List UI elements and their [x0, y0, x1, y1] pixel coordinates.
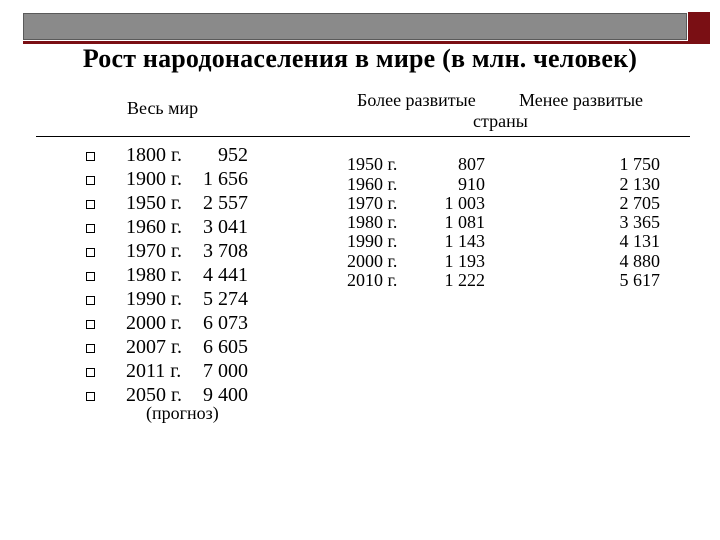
world-value: 3 041 [203, 216, 248, 238]
world-row [0, 312, 260, 336]
world-year: 2000 г. [126, 312, 182, 334]
dev-row [0, 193, 720, 213]
world-row [0, 288, 260, 312]
dev-more-value: 1 143 [444, 231, 485, 251]
dev-year: 2000 г. [347, 251, 398, 271]
world-value: 4 441 [203, 264, 248, 286]
world-value: 1 656 [203, 168, 248, 190]
world-value: 952 [218, 144, 248, 166]
dev-less-value: 5 617 [619, 270, 660, 290]
dev-more-value: 807 [458, 154, 485, 174]
dev-less-value: 2 130 [619, 174, 660, 194]
dev-row [0, 251, 720, 271]
bullet-icon [86, 296, 95, 305]
world-year: 1960 г. [126, 216, 182, 238]
world-value: 9 400 [203, 384, 248, 406]
world-year: 1970 г. [126, 240, 182, 262]
dev-more-value: 1 193 [444, 251, 485, 271]
world-value: 6 073 [203, 312, 248, 334]
dev-less-value: 3 365 [619, 212, 660, 232]
corner-accent [688, 12, 710, 41]
header-band [23, 13, 687, 40]
bullet-icon [86, 392, 95, 401]
dev-year: 1990 г. [347, 231, 398, 251]
world-year: 1800 г. [126, 144, 182, 166]
world-row [0, 384, 260, 408]
header-world: Весь мир [127, 98, 199, 118]
dev-row [0, 270, 720, 290]
slide-title: Рост народонаселения в мире (в млн. человек) [82, 44, 638, 73]
forecast-note: (прогноз) [146, 403, 219, 423]
dev-more-value: 1 081 [444, 212, 485, 232]
dev-more-value: 1 222 [444, 270, 485, 290]
dev-row [0, 231, 720, 251]
world-value: 7 000 [203, 360, 248, 382]
dev-row [0, 174, 720, 194]
world-year: 1950 г. [126, 192, 182, 214]
header-rule [36, 136, 690, 137]
dev-year: 2010 г. [347, 270, 398, 290]
world-value: 2 557 [203, 192, 248, 214]
dev-less-value: 4 131 [619, 231, 660, 251]
header-developed: Более развитые [357, 90, 476, 110]
dev-year: 1950 г. [347, 154, 398, 174]
dev-more-value: 910 [458, 174, 485, 194]
dev-more-value: 1 003 [444, 193, 485, 213]
dev-less-value: 1 750 [619, 154, 660, 174]
bullet-icon [86, 344, 95, 353]
world-year: 2011 г. [126, 360, 182, 382]
dev-year: 1980 г. [347, 212, 398, 232]
header-countries: страны [473, 111, 528, 131]
bullet-icon [86, 368, 95, 377]
header-less-developed: Менее развитые [519, 90, 644, 110]
world-year: 2007 г. [126, 336, 182, 358]
dev-less-value: 2 705 [619, 193, 660, 213]
dev-year: 1970 г. [347, 193, 398, 213]
world-year: 1990 г. [126, 288, 182, 310]
dev-row [0, 212, 720, 232]
world-year: 2050 г. [126, 384, 182, 406]
world-value: 5 274 [203, 288, 248, 310]
dev-year: 1960 г. [347, 174, 398, 194]
bullet-icon [86, 320, 95, 329]
world-row [0, 336, 260, 360]
dev-row [0, 154, 720, 174]
world-year: 1900 г. [126, 168, 182, 190]
world-year: 1980 г. [126, 264, 182, 286]
world-value: 3 708 [203, 240, 248, 262]
world-value: 6 605 [203, 336, 248, 358]
dev-less-value: 4 880 [619, 251, 660, 271]
world-row [0, 360, 260, 384]
